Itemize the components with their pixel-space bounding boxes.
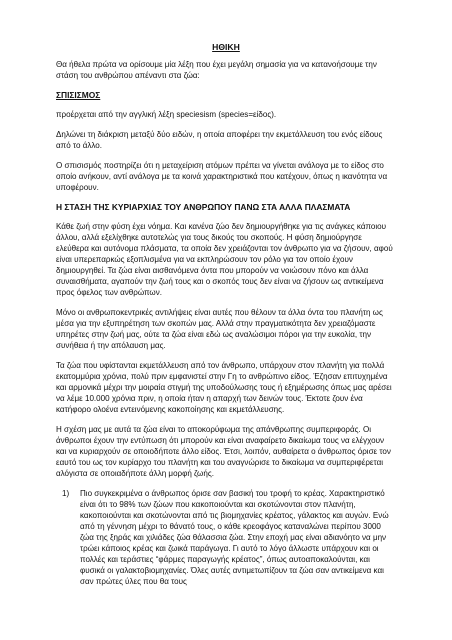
page-title: ΗΘΙΚΗ (212, 42, 240, 52)
relationship-paragraph: Η σχέση μας με αυτά τα ζώα είναι το αποκορύφωμα της απάνθρωπης συμπεριφοράς. Οι άνθρωποι έχουν την εντύπωση ότι μπορούν και είναι αναφαίρετο δικαίωμα τους να ελέγχουν και να κυριαρχούν σε οποιοδήποτε άλλο είδος. Έτσι, λοιπόν, αυθαίρετα ο άνθρωπος όρισε τον εαυτό του ως τον κυρίαρχο του πλανήτη και του αναγνώρισε το δικαίωμα να συμπεριφέρεται αλόγιστα σε οποιαδήποτε άλλη μορφή ζωής. (56, 425, 391, 478)
list-item-number: 1) (62, 489, 70, 498)
definition-paragraph: Δηλώνει τη διάκριση μεταξύ δύο ειδών, η οποία αποφέρει την εκμετάλλευση του ενός είδους από το άλλο. (56, 130, 383, 150)
numbered-list (56, 488, 396, 587)
exploitation-paragraph: Τα ζώα που υφίστανται εκμετάλλευση από τον άνθρωπο, υπάρχουν στον πλανήτη για πολλά εκατομμύρια χρόνια, πολύ πριν εμφανιστεί στην Γη το ανθρώπινο είδος. Έζησαν επιτυχημένα και αρμονικά μέχρι την μοιραία στιγμή της υποδούλωσης τους ή εξημέρωσης όπως μας αρέσει να λέμε 10.000 χρόνια πριν, η οποία ήταν η απαρχή των δεινών τους. Έκτοτε ζουν ένα κατήφορο ολοένα εντεινόμενης κακοποίησης και εκμετάλλευσης. (56, 361, 392, 414)
list-item-text: Πιο συγκεκριμένα ο άνθρωπος όρισε σαν βασική του τροφή το κρέας. Χαρακτηριστικό είναι ότι το 98% των ζώων που κακοποιούνται και σκοτώνονται στον πλανήτη, κακοποιούνται και σκοτώνονται από τις βιομηχανίες κρέατος, γάλακτος και αυγών. Ενώ από τη γέννηση μέχρι το θάνατό τους, ο κάθε κρεοφάγος καταναλώνει περίπου 3000 ζώα της ξηράς και χιλιάδες ζώα θάλασσια ζώα. Στην εποχή μας είναι αδιανόητο να μην τρώει κάποιος κρέας και ζωικά παράγωγα. Γι αυτό το λόγο άλλωστε υπάρχουν και οι πολλές και τεράστιες “φάρμες παραγωγής κρέατος”, όπως αυτοαποκαλούνται, και φυσικά οι γαλακτοβιομηχανίες. Όλες αυτές αντιμετωπίζουν τα ζώα σαν αντικείμενα και σαν πρώτες ύλες που θα τους (80, 489, 389, 586)
treatment-paragraph: Ο σπισισμός ποστηρίζει ότι η μεταχείριση ατόμων πρέπει να γίνεται ανάλογα με το είδος στο οποίο ανήκουν, αντί ανάλογα με τα κοινά χαρακτηριστικά που κατέχουν, όπως η ικανότητα να υποφέρουν. (56, 161, 388, 192)
list-item (56, 488, 396, 587)
nature-paragraph: Κάθε ζωή στην φύση έχει νόημα. Και κανένα ζώο δεν δημιουργήθηκε για τις ανάγκες κάποιου άλλου, αλλά εξελίχθηκε αυτοτελώς για τους δικούς του σκοπούς. Η φύση δημιούργησε ελεύθερα και αυτόνομα πλάσματα, τα οποία δεν χρειάζονται τον άνθρωπο για να ζήσουν, αφού είναι υπερεπαρκώς εξοπλισμένα για να εκπληρώσουν τον ρόλο για τον οποίο έχουν δημιουργηθεί. Τα ζώα είναι αισθανόμενα όντα που μπορούν να νοιώσουν πόνο και άλλα συναισθήματα, αγαπούν την ζωή τους και ο σκοπός τους δεν είναι να ζήσουν ως αντικείμενα προς όφελος των ανθρώπων. (56, 222, 393, 297)
domination-heading: Η ΣΤΑΣΗ ΤΗΣ ΚΥΡΙΑΡΧΙΑΣ ΤΟΥ ΑΝΘΡΩΠΟΥ ΠΑΝΩ ΣΤΑ ΑΛΛΑ ΠΛΑΣΜΑΤΑ (56, 202, 351, 212)
speciesism-heading: ΣΠΙΣΙΣΜΟΣ (56, 90, 101, 100)
intro-paragraph: Θα ήθελα πρώτα να ορίσουμε μία λέξη που έχει μεγάλη σημασία για να κατανοήσουμε την στάση του ανθρώπου απέναντι στα ζώα: (56, 60, 377, 80)
origin-paragraph: προέρχεται από την αγγλική λέξη speciesism (species=είδος). (56, 110, 277, 119)
anthropocentric-paragraph: Μόνο οι ανθρωποκεντρικές αντιλήψεις είναι αυτές που θέλουν τα άλλα όντα του πλανήτη ως μέσα για την εξυπηρέτηση των σκοπών μας. Αλλά στην πραγματικότητα δεν χρειαζόμαστε υπηρέτες στην ζωή μας, ούτε τα ζώα είναι εδώ ως αναλώσιμοι πόροι για την ευκολία, την συνήθεια ή την απόλαυση μας. (56, 308, 383, 350)
